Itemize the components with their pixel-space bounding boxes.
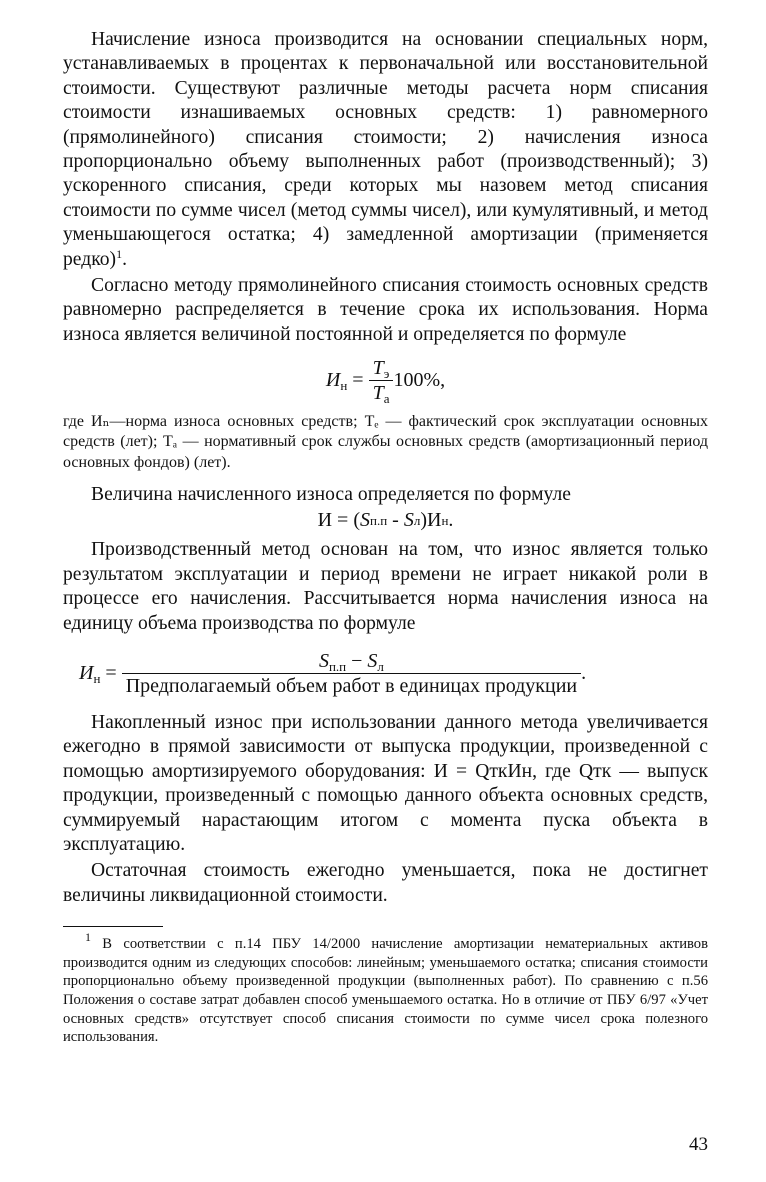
page-number: 43 bbox=[689, 1134, 708, 1155]
footnote-ref[interactable]: 1 bbox=[116, 246, 123, 261]
paragraph-production-method: Производственный метод основан на том, что износ является только результатом эксплуатации и период времени не играет никакой роли в процессе его начисления. Рассчитывается норма начисления износа на единицу объема производства по формуле bbox=[63, 539, 708, 634]
fraction: $\frac{T_э}{T_а}$ bbox=[369, 357, 394, 404]
fraction: $\frac{S_{п.п} - S_л}{\text{Предполагаемый объем работ в единицах продукции}}$ bbox=[122, 650, 581, 697]
paragraph-straight-line: Согласно методу прямолинейного списания стоимость основных средств равномерно распределяется в течение срока их использования. Норма износа является величиной постоянной и определяется по формуле bbox=[63, 275, 708, 345]
footnote-marker: 1 bbox=[85, 930, 91, 945]
paragraph-accrued: Величина начисленного износа определяется по формуле bbox=[91, 483, 571, 505]
paragraph-accumulated: Накопленный износ при использовании данного метода увеличивается ежегодно в прямой зависимости от выпуска продукции, произведенной с помощью амортизируемого оборудования: И = QткИн, где Qтк — выпуск продукции, произведенный с помощью данного объекта основных средств, суммируемый нарастающим итогом с момента пуска объекта в эксплуатацию. bbox=[63, 711, 708, 855]
formula-depreciation-rate: $И_н$ = $\frac{T_э}{T_а}$ 100%, bbox=[325, 357, 446, 407]
page-body bbox=[63, 28, 708, 1047]
footnote: $^1$ В соответствии с п.14 ПБУ 14/2000 начисление амортизации нематериальных активов производится одним из следующих способов: линейным; уменьшаемого остатка; списания стоимости пропорционально объему произведенной продукции (выполненных работ). По сравнению с п.56 Положения о составе затрат добавлен способ уменьшаемого остатка. Но в отличие от ПБУ 6/97 «Учет основных средств» отсутствует способ списания стоимости по сумме чисел срока полезного использования. bbox=[63, 930, 708, 1046]
formula-legend: где Иₙ—норма износа основных средств; Tₑ — фактический срок эксплуатации основных средств (лет); Tₐ — нормативный срок службы основных средств (амортизационный период основных фондов) (лет). bbox=[63, 413, 708, 471]
formula-accrued-depreciation: И = ( S п.п - S л )И н . bbox=[317, 509, 454, 532]
footnote-divider bbox=[63, 926, 163, 927]
formula-production-rate: $И_н$ = $\frac{S_{п.п} - S_л}{\text{Предполагаемый объем работ в единицах продукции}}$ . bbox=[79, 649, 587, 697]
paragraph-methods: Начисление износа производится на основании специальных норм, устанавливаемых в процентах к первоначальной или восстановительной стоимости. Существуют различные методы расчета норм списания стоимости изнашиваемых основных средств: 1) равномерного (прямолинейного) списания стоимости; 2) начисления износа пропорционально объему выполненных работ (производственный); 3) ускоренного списания, среди которых мы назовем метод списания стоимости по сумме чисел (метод суммы чисел), или кумулятивный, и метод уменьшающегося остатка; 4) замедленной амортизации (применяется редко)$^1$. bbox=[63, 29, 708, 270]
paragraph-residual: Остаточная стоимость ежегодно уменьшается, пока не достигнет величины ликвидационной стоимости. bbox=[63, 860, 708, 906]
